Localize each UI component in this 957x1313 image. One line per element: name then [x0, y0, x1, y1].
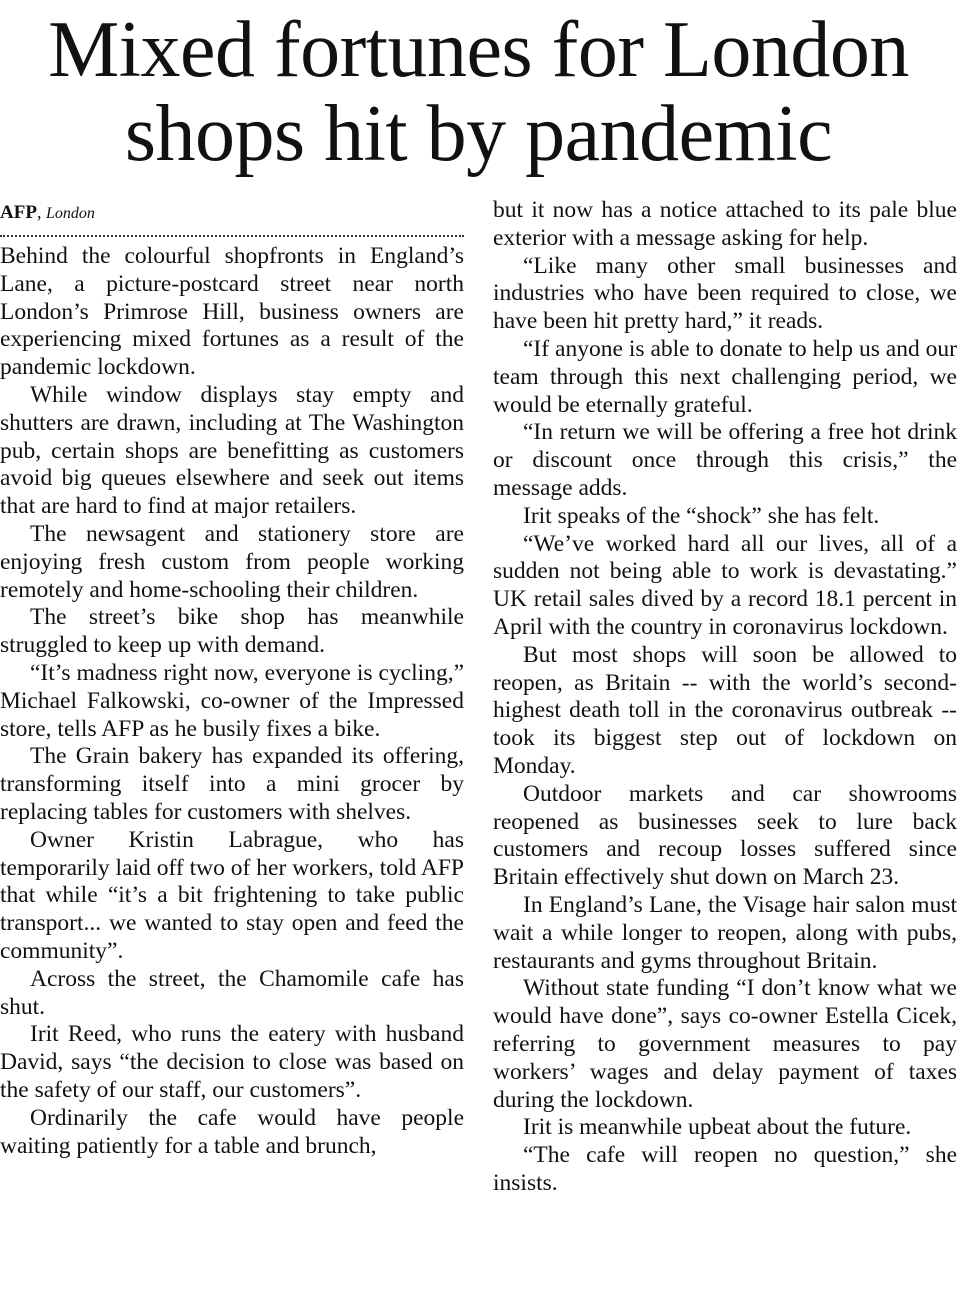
paragraph: Without state funding “I don’t know what we would have done”, says co-owner Estella Cicek, referring to government measures to pay workers’ wages and delay payment of taxes during the lockdown.	[493, 975, 957, 1113]
paragraph: The newsagent and stationery store are enjoying fresh custom from people working remotely and home-schooling their children.	[0, 520, 464, 603]
paragraph: Irit Reed, who runs the eatery with husband David, says “the decision to close was based on the safety of our staff, our customers”.	[0, 1021, 464, 1103]
paragraph: Irit is meanwhile upbeat about the future.	[523, 1114, 912, 1141]
dotted-divider	[0, 235, 464, 237]
paragraph: While window displays stay empty and shutters are drawn, including at The Washington pub, certain shops are benefitting as customers avoid big queues elsewhere and seek out items that are hard to find at major retailers.	[0, 381, 464, 520]
paragraph: Across the street, the Chamomile cafe has shut.	[0, 965, 464, 1020]
paragraph: Irit speaks of the “shock” she has felt.	[523, 502, 880, 529]
paragraph: “If anyone is able to donate to help us and our team through this next challenging period, we would be eternally grateful.	[493, 335, 957, 418]
byline-agency: AFP	[0, 202, 37, 223]
paragraph: “In return we will be offering a free hot drink or discount once through this crisis,” the message adds.	[493, 419, 957, 501]
paragraph: but it now has a notice attached to its pale blue exterior with a message asking for help.	[493, 197, 957, 251]
byline-separator: ,	[36, 202, 42, 222]
left-column	[0, 197, 464, 1160]
right-column	[493, 197, 957, 1198]
paragraph: Owner Kristin Labrague, who has temporarily laid off two of her workers, told AFP that while “it’s a bit frightening to take public transport... we wanted to stay open and feed the community”.	[0, 826, 464, 964]
paragraph: In England’s Lane, the Visage hair salon must wait a while longer to reopen, along with pubs, restaurants and gyms throughout Britain.	[493, 891, 957, 974]
paragraph: Behind the colourful shopfronts in England’s Lane, a picture-postcard street near north London’s Primrose Hill, business owners are experiencing mixed fortunes as a result of the pandemic lockdown.	[0, 243, 464, 381]
headline: Mixed fortunes for London shops hit by pandemic	[48, 6, 909, 178]
paragraph: “We’ve worked hard all our lives, all of a sudden not being able to work is devastating.” UK retail sales dived by a record 18.1 percent in April with the country in coronavirus lockdown.	[493, 530, 957, 640]
paragraph: But most shops will soon be allowed to reopen, as Britain -- with the world’s second-highest death toll in the coronavirus outbreak -- took its biggest step out of lockdown on Monday.	[493, 641, 957, 779]
paragraph: “It’s madness right now, everyone is cycling,” Michael Falkowski, co-owner of the Impressed store, tells AFP as he busily fixes a bike.	[0, 659, 464, 742]
paragraph: The street’s bike shop has meanwhile struggled to keep up with demand.	[0, 604, 464, 659]
paragraph: “Like many other small businesses and industries who have been required to close, we have been hit pretty hard,” it reads.	[493, 252, 957, 335]
paragraph: Ordinarily the cafe would have people waiting patiently for a table and brunch,	[0, 1104, 464, 1159]
byline	[0, 197, 464, 227]
paragraph: Outdoor markets and car showrooms reopened as businesses seek to lure back customers and recoup losses suffered since Britain effectively shut down on March 23.	[493, 780, 957, 891]
byline-location: London	[45, 205, 95, 222]
paragraph: The Grain bakery has expanded its offering, transforming itself into a mini grocer by replacing tables for customers with shelves.	[0, 743, 464, 825]
paragraph: “The cafe will reopen no question,” she insists.	[493, 1142, 957, 1196]
